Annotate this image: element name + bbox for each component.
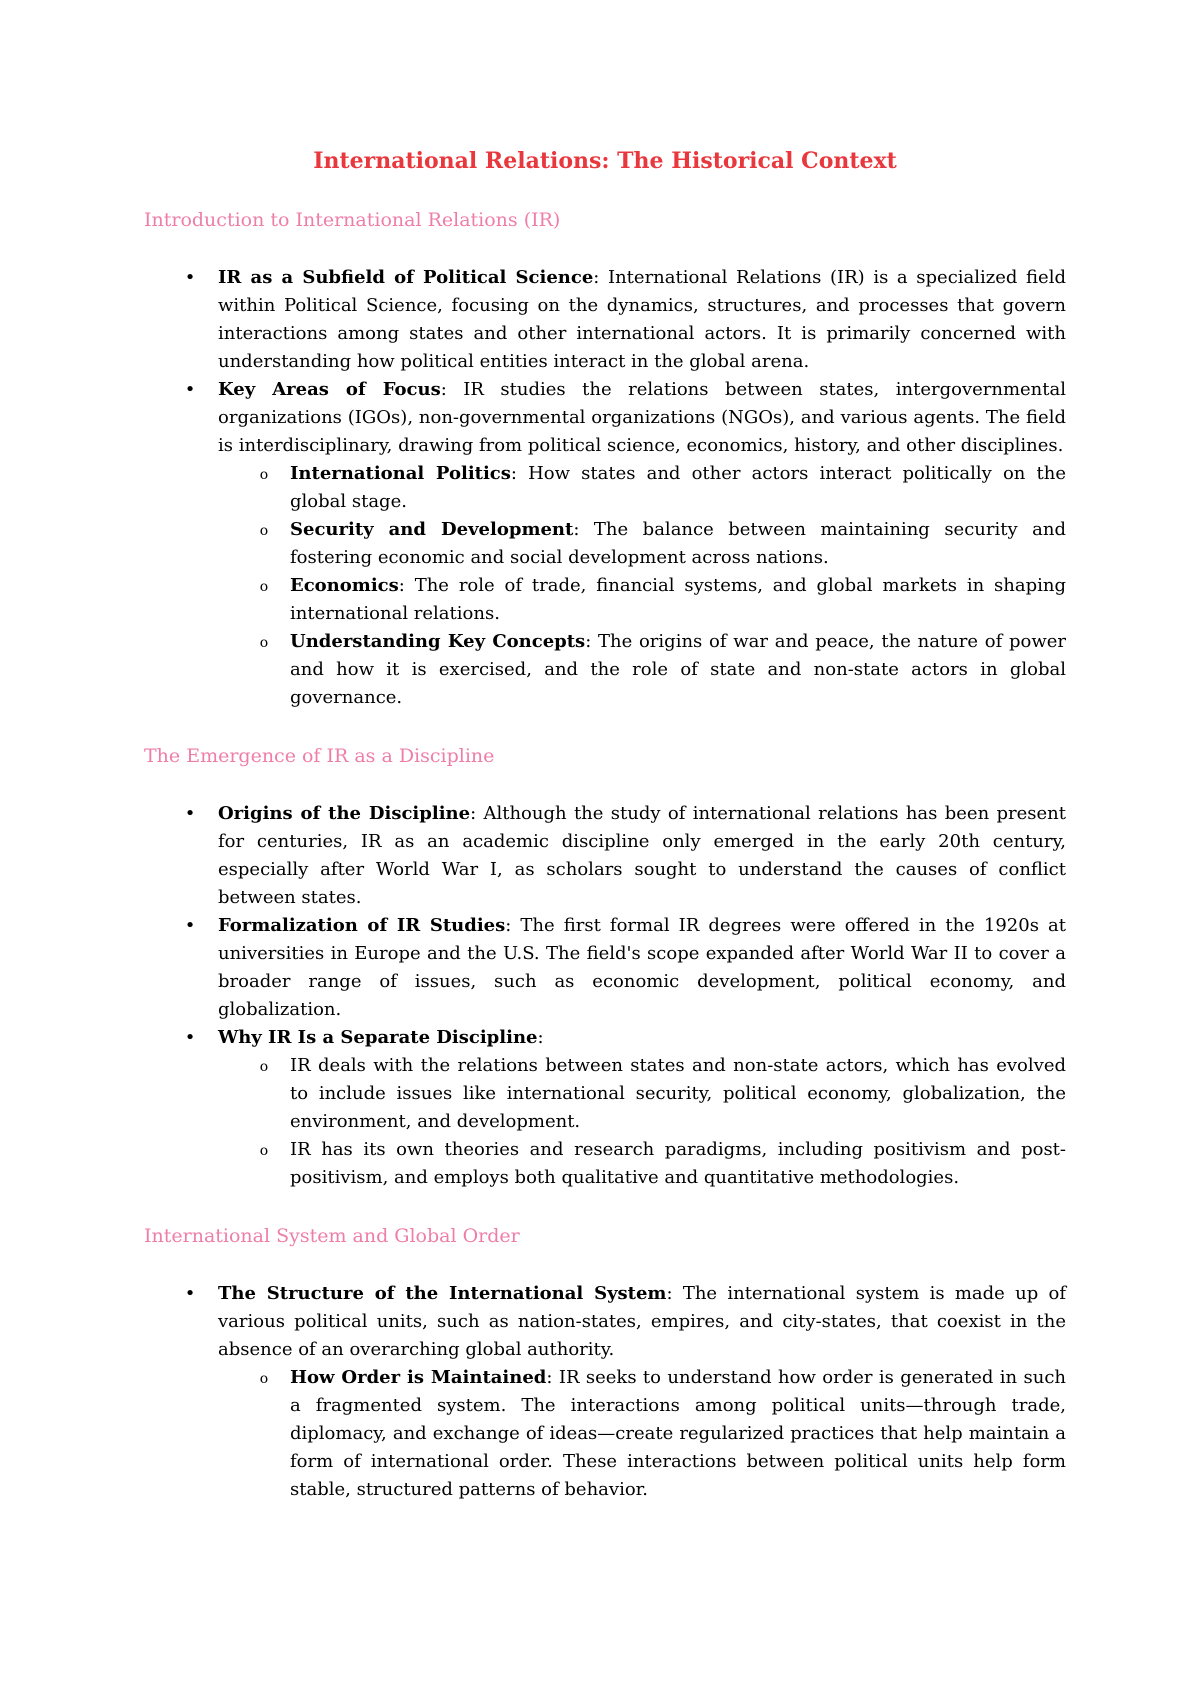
list-item [144, 1280, 1066, 1504]
sub-bullet-list [218, 1052, 1066, 1192]
bullet-icon: • [184, 379, 196, 400]
item-text: : The first formal IR degrees were offered in the 1920s at universities in Europe and the U.S. The field's scope expanded after World War II to cover a broader range of issues, such as economic development, political economy, and globalization. [218, 915, 1067, 1020]
item-text: : International Relations (IR) is a specialized field within Political Science, focusing on the dynamics, structures, and processes that govern interactions among states and other international actors. It is primarily concerned with understanding how political entities interact in the global arena. [218, 267, 1066, 372]
sub-bullet-icon: o [259, 523, 269, 539]
bullet-icon: • [184, 803, 196, 824]
sub-item-text: IR has its own theories and research paradigms, including positivism and post-positivism, and employs both qualitative and quantitative methodologies. [290, 1139, 1066, 1188]
sub-item-term: Understanding Key Concepts [290, 631, 586, 652]
item-term: The Structure of the International System [218, 1283, 667, 1304]
sub-bullet-list [218, 1364, 1066, 1504]
sub-item-text: : The role of trade, financial systems, and global markets in shaping international relations. [290, 575, 1066, 624]
sub-bullet-list [218, 460, 1066, 712]
sub-item-term: How Order is Maintained [290, 1367, 547, 1388]
bullet-icon: • [184, 1283, 196, 1304]
item-text: : IR studies the relations between states, intergovernmental organizations (IGOs), non-governmental organizations (NGOs), and various agents. The field is interdisciplinary, drawing from political science, economics, history, and other disciplines. [218, 379, 1067, 456]
item-text: : Although the study of international relations has been present for centuries, IR as an academic discipline only emerged in the early 20th century, especially after World War I, as scholars sought to understand the causes of conflict between states. [218, 803, 1066, 908]
sub-item-term: International Politics [290, 463, 511, 484]
list-item [144, 800, 1066, 912]
item-text: : [537, 1027, 544, 1048]
bullet-list [144, 264, 1066, 712]
section-heading: The Emergence of IR as a Discipline [144, 745, 495, 767]
sub-list-item [218, 572, 1066, 628]
sub-bullet-icon: o [259, 1059, 269, 1075]
item-term: Formalization of IR Studies [218, 915, 506, 936]
bullet-icon: • [184, 915, 196, 936]
item-term: Key Areas of Focus [218, 379, 441, 400]
bullet-list [144, 800, 1066, 1192]
document-body [144, 206, 1066, 1504]
item-term: Origins of the Discipline [218, 803, 471, 824]
sub-list-item [218, 628, 1066, 712]
sub-bullet-icon: o [259, 579, 269, 595]
item-term: Why IR Is a Separate Discipline [218, 1027, 538, 1048]
bullet-icon: • [184, 267, 196, 288]
sub-item-term: Economics [290, 575, 399, 596]
bullet-list [144, 1280, 1066, 1504]
sub-list-item [218, 1364, 1066, 1504]
sub-list-item [218, 516, 1066, 572]
bullet-icon: • [184, 1027, 196, 1048]
sub-list-item [218, 460, 1066, 516]
sub-item-text: IR deals with the relations between states and non-state actors, which has evolved to include issues like international security, political economy, globalization, the environment, and development. [290, 1055, 1066, 1132]
sub-item-term: Security and Development [290, 519, 574, 540]
sub-item-text: : IR seeks to understand how order is generated in such a fragmented system. The interactions among political units—through trade, diplomacy, and exchange of ideas—create regularized practices that help maintain a form of international order. These interactions between political units help form stable, structured patterns of behavior. [290, 1367, 1066, 1500]
item-term: IR as a Subfield of Political Science [218, 267, 594, 288]
section-heading: International System and Global Order [144, 1225, 520, 1247]
sub-list-item [218, 1052, 1066, 1136]
section-heading: Introduction to International Relations (IR) [144, 209, 561, 231]
list-item [144, 1024, 1066, 1192]
sub-bullet-icon: o [259, 467, 269, 483]
sub-bullet-icon: o [259, 1143, 269, 1159]
list-item [144, 376, 1066, 712]
sub-bullet-icon: o [259, 635, 269, 651]
item-text: : The international system is made up of various political units, such as nation-states, empires, and city-states, that coexist in the absence of an overarching global authority. [218, 1283, 1066, 1360]
list-item [144, 264, 1066, 376]
list-item [144, 912, 1066, 1024]
sub-item-text: : How states and other actors interact politically on the global stage. [290, 463, 1066, 512]
sub-item-text: : The origins of war and peace, the nature of power and how it is exercised, and the role of state and non-state actors in global governance. [290, 631, 1066, 708]
sub-bullet-icon: o [259, 1371, 269, 1387]
document-title: International Relations: The Historical Context [313, 148, 897, 174]
sub-item-text: : The balance between maintaining security and fostering economic and social development across nations. [290, 519, 1067, 568]
sub-list-item [218, 1136, 1066, 1192]
